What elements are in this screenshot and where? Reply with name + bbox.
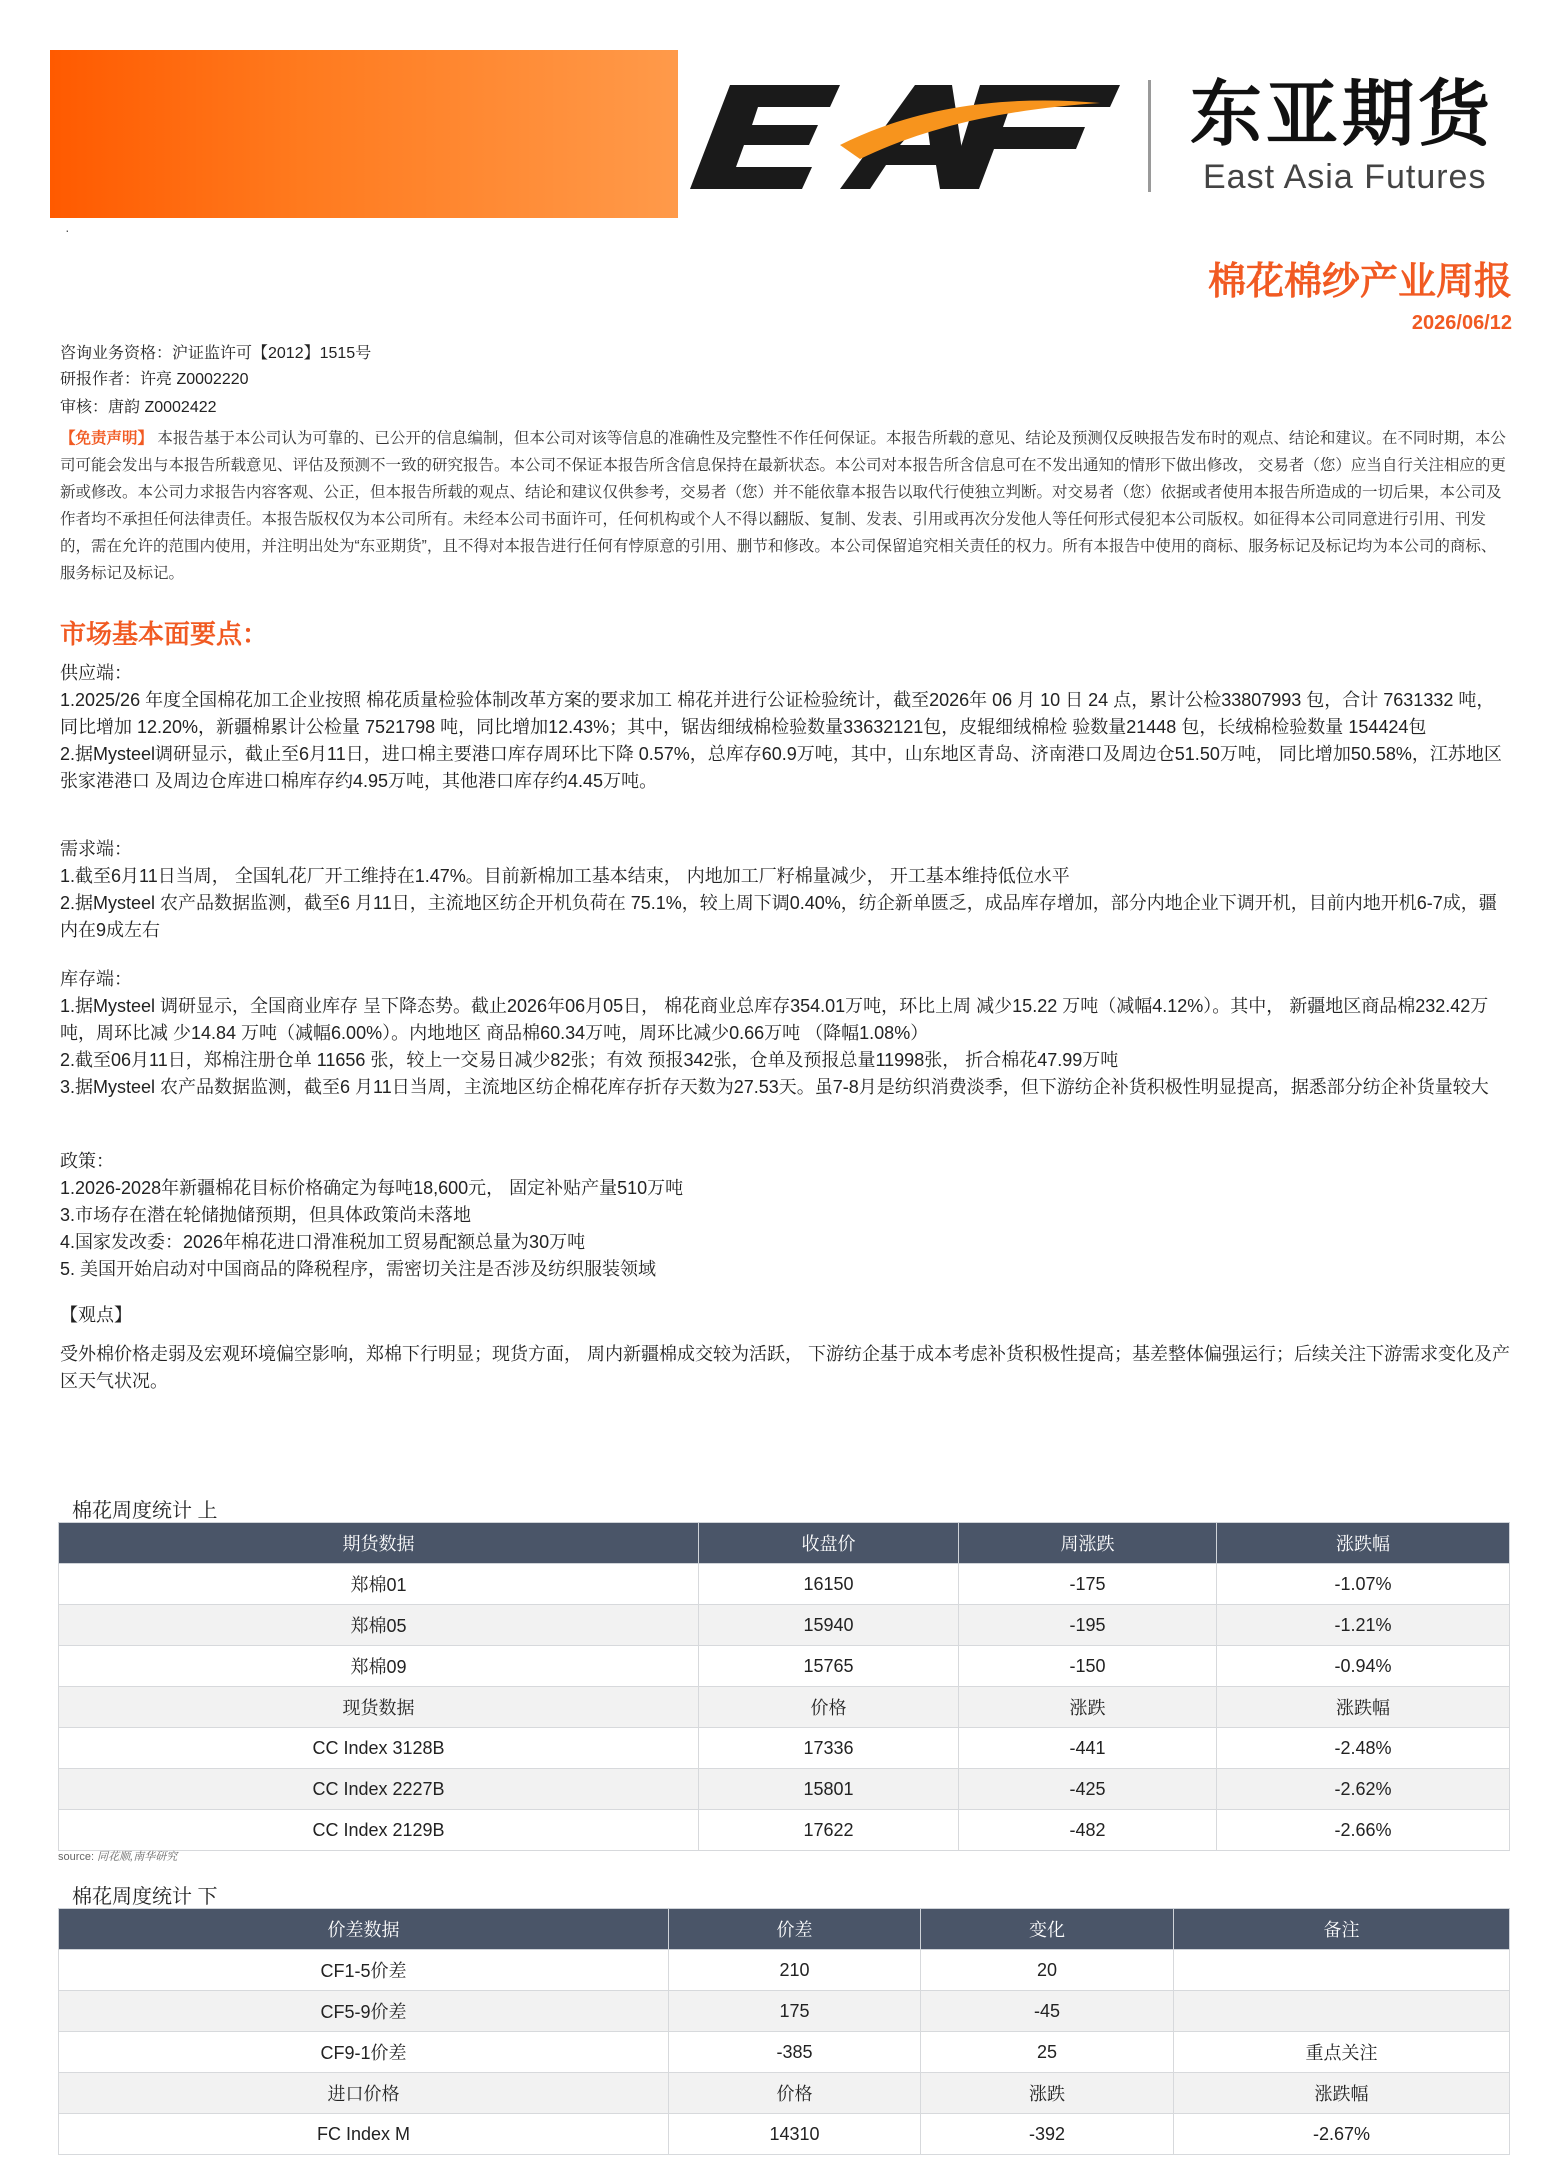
- source-label: source:: [58, 1851, 95, 1863]
- disclaimer: [60, 425, 1508, 587]
- view-text: 受外棉价格走弱及宏观环境偏空影响，郑棉下行明显；现货方面， 周内新疆棉成交较为活跃， 下游纺企基于成本考虑补货积极性提高；基差整体偏强运行；后续关注下游需求变化及产区天气状况。: [60, 1344, 1510, 1391]
- supply-line-2: 2.据Mysteel调研显示，截止至6月11日，进口棉主要港口库存周环比下降 0.57%，总库存60.9万吨，其中，山东地区青岛、济南港口及周边仓51.50万吨， 同比增加50.58%，江苏地区张家港港口 及周边仓库进口棉库存约4.95万吨，其他港口库存约4.45万吨。: [60, 744, 1502, 791]
- table-cell: 重点关注: [1174, 2032, 1510, 2073]
- table-cell: [1174, 1991, 1510, 2032]
- table-cell: -2.66%: [1217, 1810, 1510, 1851]
- table-cell: 15940: [699, 1605, 959, 1646]
- table-cell: -0.94%: [1217, 1646, 1510, 1687]
- report-date: 2026/06/12: [1411, 312, 1512, 334]
- table-cell: -425: [959, 1769, 1217, 1810]
- inventory-line-2: 2.截至06月11日，郑棉注册仓单 11656 张，较上一交易日减少82张；有效 预报342张，仓单及预报总量11998张， 折合棉花47.99万吨: [60, 1050, 1119, 1070]
- table-cell: 15801: [699, 1769, 959, 1810]
- table-header-cell: 周涨跌: [959, 1523, 1217, 1564]
- table-row: [59, 1991, 1510, 2032]
- table-cell: CF1-5价差: [59, 1950, 669, 1991]
- table1-title: 棉花周度统计 上: [72, 1500, 218, 1522]
- table-header-cell: 变化: [921, 1909, 1174, 1950]
- table-cell: 17336: [699, 1728, 959, 1769]
- table-cell: CC Index 2129B: [59, 1810, 699, 1851]
- disclaimer-text: 本报告基于本公司认为可靠的、已公开的信息编制，但本公司对该等信息的准确性及完整性不作任何保证。本报告所载的意见、结论及预测仅反映报告发布时的观点、结论和建议。在不同时期，本公司可能会发出与本报告所载意见、评估及预测不一致的研究报告。本公司不保证本报告所含信息保持在最新状态。本公司对本报告所含信息可在不发出通知的情形下做出修改， 交易者（您）应当自行关注相应的更新或修改。本公司力求报告内容客观、公正，但本报告所载的观点、结论和建议仅供参考，交易者（您）并不能依靠本报告以取代行使独立判断。对交易者（您）依据或者使用本报告所造成的一切后果，本公司及作者均不承担任何法律责任。本报告版权仅为本公司所有。未经本公司书面许可，任何机构或个人不得以翻版、复制、发表、引用或再次分发他人等任何形式侵犯本公司版权。如征得本公司同意进行引用、刊发的，需在允许的范围内使用，并注明出处为“东亚期货”，且不得对本报告进行任何有悖原意的引用、删节和修改。本公司保留追究相关责任的权力。所有本报告中使用的商标、服务标记及标记均为本公司的商标、服务标记及标记。: [60, 430, 1506, 582]
- table-cell: -385: [669, 2032, 921, 2073]
- author: 研报作者：许亮 Z0002220: [60, 371, 249, 388]
- table-header-row: [59, 1909, 1510, 1950]
- table-header-cell: 收盘价: [699, 1523, 959, 1564]
- table-cell: -2.48%: [1217, 1728, 1510, 1769]
- table-row: [59, 2114, 1510, 2155]
- table-cell: 进口价格: [59, 2073, 669, 2114]
- demand-line-2: 2.据Mysteel 农产品数据监测，截至6 月11日，主流地区纺企开机负荷在 75.1%，较上周下调0.40%，纺企新单匮乏，成品库存增加，部分内地企业下调开机，目前内地开机6-7成，疆内在9成左右: [60, 893, 1497, 940]
- table-row: [59, 1950, 1510, 1991]
- table-cell: -2.62%: [1217, 1769, 1510, 1810]
- table-row: [59, 2073, 1510, 2114]
- brand-name-cn: 东亚期货: [1190, 72, 1495, 156]
- table-cell: 涨跌幅: [1217, 1687, 1510, 1728]
- table-cell: -175: [959, 1564, 1217, 1605]
- cotton-weekly-table-upper: [58, 1522, 1510, 1851]
- table-row: [59, 1646, 1510, 1687]
- table-cell: -195: [959, 1605, 1217, 1646]
- table-cell: 价格: [699, 1687, 959, 1728]
- policy-line-4: 5. 美国开始启动对中国商品的降税程序，需密切关注是否涉及纺织服装领域: [60, 1259, 657, 1279]
- table-cell: -2.67%: [1174, 2114, 1510, 2155]
- cotton-weekly-table-lower: [58, 1908, 1510, 2155]
- section-title: 市场基本面要点：: [60, 620, 269, 650]
- logo-divider: [1148, 80, 1151, 192]
- table-cell: -150: [959, 1646, 1217, 1687]
- inventory-line-1: 1.据Mysteel 调研显示，全国商业库存 呈下降态势。截止2026年06月05日， 棉花商业总库存354.01万吨，环比上周 减少15.22 万吨（减幅4.12%）。其中， 新疆地区商品棉232.42万吨，周环比减 少14.84 万吨（减幅6.00%）。内地地区 商品棉60.34万吨，周环比减少0.66万吨 （降幅1.08%）: [60, 996, 1489, 1043]
- table-row: [59, 2032, 1510, 2073]
- table-header-row: [59, 1523, 1510, 1564]
- table-cell: 涨跌: [921, 2073, 1174, 2114]
- policy-head: 政策：: [60, 1151, 114, 1171]
- table-cell: -1.07%: [1217, 1564, 1510, 1605]
- table-header-cell: 价差数据: [59, 1909, 669, 1950]
- view-head: 【观点】: [60, 1305, 132, 1325]
- demand-section: [60, 836, 1510, 944]
- table-cell: -1.21%: [1217, 1605, 1510, 1646]
- table-cell: CF9-1价差: [59, 2032, 669, 2073]
- table-cell: -392: [921, 2114, 1174, 2155]
- table-cell: -482: [959, 1810, 1217, 1851]
- table-header-cell: 价差: [669, 1909, 921, 1950]
- table-cell: 210: [669, 1950, 921, 1991]
- qualification: 咨询业务资格：沪证监许可【2012】1515号: [60, 345, 372, 362]
- reviewer: 审核：唐韵 Z0002422: [60, 399, 217, 416]
- inventory-head: 库存端：: [60, 969, 132, 989]
- inventory-section: [60, 966, 1510, 1101]
- table-row: [59, 1687, 1510, 1728]
- brand-name-en: East Asia Futures: [1203, 158, 1487, 196]
- table-header-cell: 期货数据: [59, 1523, 699, 1564]
- table-header-cell: 涨跌幅: [1217, 1523, 1510, 1564]
- table-cell: 现货数据: [59, 1687, 699, 1728]
- table-cell: 郑棉05: [59, 1605, 699, 1646]
- table-cell: CF5-9价差: [59, 1991, 669, 2032]
- table-cell: 16150: [699, 1564, 959, 1605]
- policy-line-3: 4.国家发改委：2026年棉花进口滑准税加工贸易配额总量为30万吨: [60, 1232, 586, 1252]
- source-note: [58, 1848, 177, 1864]
- inventory-line-3: 3.据Mysteel 农产品数据监测，截至6 月11日当周，主流地区纺企棉花库存折存天数为27.53天。虽7-8月是纺织消费淡季，但下游纺企补货积极性明显提高，据悉部分纺企补货量较大: [60, 1077, 1489, 1097]
- table-cell: 15765: [699, 1646, 959, 1687]
- table-cell: 20: [921, 1950, 1174, 1991]
- supply-section: [60, 660, 1510, 795]
- demand-head: 需求端：: [60, 839, 132, 859]
- source-text: 同花顺,南华研究: [97, 1851, 178, 1863]
- table-cell: 25: [921, 2032, 1174, 2073]
- demand-line-1: 1.截至6月11日当周， 全国轧花厂开工维持在1.47%。目前新棉加工基本结束， 内地加工厂籽棉量减少， 开工基本维持低位水平: [60, 866, 1070, 886]
- table-row: [59, 1728, 1510, 1769]
- eaf-logo-icon: [690, 75, 1120, 195]
- table-cell: 价格: [669, 2073, 921, 2114]
- table-cell: 郑棉09: [59, 1646, 699, 1687]
- table-cell: CC Index 3128B: [59, 1728, 699, 1769]
- table-cell: -441: [959, 1728, 1217, 1769]
- disclaimer-tag: 【免责声明】: [60, 430, 154, 447]
- table-cell: 郑棉01: [59, 1564, 699, 1605]
- table-row: [59, 1605, 1510, 1646]
- header-orange-banner: [50, 50, 678, 218]
- table-cell: 175: [669, 1991, 921, 2032]
- table-cell: 涨跌幅: [1174, 2073, 1510, 2114]
- table-cell: [1174, 1950, 1510, 1991]
- table-row: [59, 1769, 1510, 1810]
- report-title: 棉花棉纱产业周报: [1207, 259, 1512, 303]
- policy-line-2: 3.市场存在潜在轮储抛储预期，但具体政策尚未落地: [60, 1205, 472, 1225]
- policy-section: [60, 1148, 1510, 1283]
- table-cell: FC Index M: [59, 2114, 669, 2155]
- table-row: [59, 1564, 1510, 1605]
- table2-title: 棉花周度统计 下: [72, 1886, 218, 1908]
- table-cell: 涨跌: [959, 1687, 1217, 1728]
- supply-head: 供应端：: [60, 663, 132, 683]
- table-row: [59, 1810, 1510, 1851]
- policy-line-1: 1.2026-2028年新疆棉花目标价格确定为每吨18,600元， 固定补贴产量510万吨: [60, 1178, 684, 1198]
- table-header-cell: 备注: [1174, 1909, 1510, 1950]
- view-section: [60, 1302, 1510, 1395]
- header-dot: ·: [65, 222, 70, 238]
- table-cell: 17622: [699, 1810, 959, 1851]
- table-cell: -45: [921, 1991, 1174, 2032]
- supply-line-1: 1.2025/26 年度全国棉花加工企业按照 棉花质量检验体制改革方案的要求加工 棉花并进行公证检验统计，截至2026年 06 月 10 日 24 点，累计公检33807993 包，合计 7631332 吨，同比增加 12.20%，新疆棉累计公检量 7521798 吨，同比增加12.43%；其中，锯齿细绒棉检验数量33632121包，皮辊细绒棉检 验数量21448 包，长绒棉检验数量 154424包: [60, 690, 1495, 737]
- table-cell: 14310: [669, 2114, 921, 2155]
- table-cell: CC Index 2227B: [59, 1769, 699, 1810]
